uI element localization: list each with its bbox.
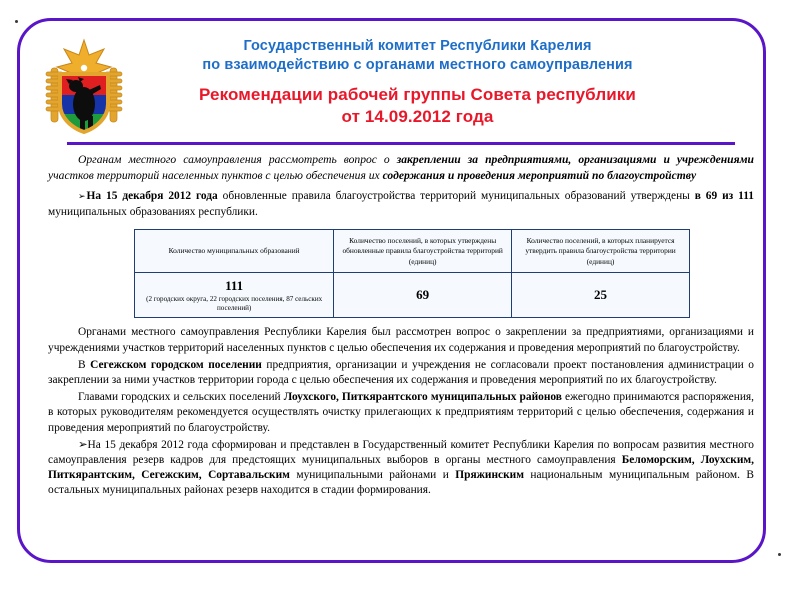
slide-content [48,152,754,499]
shield [60,74,108,134]
table-header-row [135,230,690,273]
slide-title-block [140,37,695,128]
table-header [135,230,690,273]
title-divider [67,142,735,145]
bullet-paragraph-1 [48,189,754,220]
organization-title-line2: по взаимодействию с органами местного самоуправления [202,57,633,73]
p2-text-2: предприятия, организации и учреждения не согласовали проект постановления администрации о закреплении за ними участков территории города с целью обеспечения их содержания и проведения мероприятий по их благоустройству. [48,358,754,387]
table-cell-total-value: 111 [225,277,244,293]
p2-text-1: В [78,358,91,371]
bullet1-bold-1: На 15 декабря 2012 года [86,190,218,202]
p3-bold-1: Лоухского, Питкярантского муниципальных районов [283,391,562,404]
table-cell-planned [512,273,690,318]
p4-text-1: На 15 декабря 2012 года сформирован и представлен в Государственный комитет Республики Карелия по вопросам развития местного самоуправления резерв кадров для предстоящих муниципальных выборов в органы местного самоуправления [48,438,754,467]
bullet1-text-1: обновленные правила благоустройства территорий муниципальных образований утверждены [217,190,695,202]
table-row [135,273,690,318]
body-paragraph-3 [48,390,754,436]
p2-bold-1: Сегежском городском поселении [90,358,262,371]
document-title [140,84,695,128]
p3-text-1: Главами городских и сельских поселений [78,391,284,404]
bullet1-text-2: муниципальных образованиях республики. [48,206,258,219]
table-cell-planned-value: 25 [594,287,608,303]
p4-bold-2: Пряжинским [455,469,524,482]
lead-text-1: Органам местного самоуправления рассмотреть вопрос о [78,153,397,166]
p4-text-2: муниципальными районами и [289,469,456,482]
p3-text-2: ежегодно принимаются распоряжения, в которых руководителям рекомендуется осуществлять очистку прилегающих к предприятиям территорий с целью обеспечения, содержания и проведения мероприятий по благоустройству. [48,391,755,434]
document-title-line1: Рекомендации рабочей группы Совета республики [199,85,636,104]
table-header-cell-3: Количество поселений, в которых планируется утвердить правила благоустройства территории (единиц) [512,230,690,273]
table-cell-total-detail: (2 городских округа, 22 городских поселения, 87 сельских поселений) [146,294,323,313]
body-paragraph-2 [48,358,754,388]
bullet1-bold-2: в 69 из 111 [694,190,754,202]
table-cell-approved [334,273,512,318]
organization-title [140,37,695,75]
document-title-line2: от 14.09.2012 года [341,107,494,126]
table-header-cell-1: Количество муниципальных образований [135,230,334,273]
p4-bold-1: Беломорским, Лоухским, Питкярантским, Сегежским, Сортавальским [48,454,755,482]
p4-text-3: национальным муниципальным районом. В остальных муниципальных районах резерв находится в стадии формирования. [48,469,754,497]
statistics-table [134,229,690,318]
lead-text-2: участков территорий населенных пунктов с целью обеспечения их [48,168,383,182]
corner-dot-top-left [15,20,18,23]
arrow-bullet-icon: ➢ [78,192,86,202]
corner-dot-bottom-right [778,553,781,556]
lead-bold-1: закреплении за предприятиями, организациями и учреждениями [396,153,754,166]
arrow-bullet-icon-2: ➢ [78,438,88,451]
table-header-cell-2: Количество поселений, в которых утверждены обновленные правила благоустройства территорий (единиц) [334,230,512,273]
lead-bold-2: содержания и проведения мероприятий по благоустройству [382,168,697,182]
table-body [135,273,690,318]
table-cell-total-municipalities [135,273,334,318]
organization-title-line1: Государственный комитет Республики Карелия [243,38,592,54]
coat-of-arms-of-karelia-icon [42,38,126,134]
lead-paragraph [48,152,754,183]
body-paragraph-1: Органами местного самоуправления Республики Карелия был рассмотрен вопрос о закреплении за предприятиями, организациями и учреждениями участков территорий населенных пунктов с целью обеспечения их содержания и проведения мероприятий по благоустройству. [48,326,754,354]
body-paragraph-4 [48,438,754,499]
table-cell-approved-value: 69 [416,287,430,303]
